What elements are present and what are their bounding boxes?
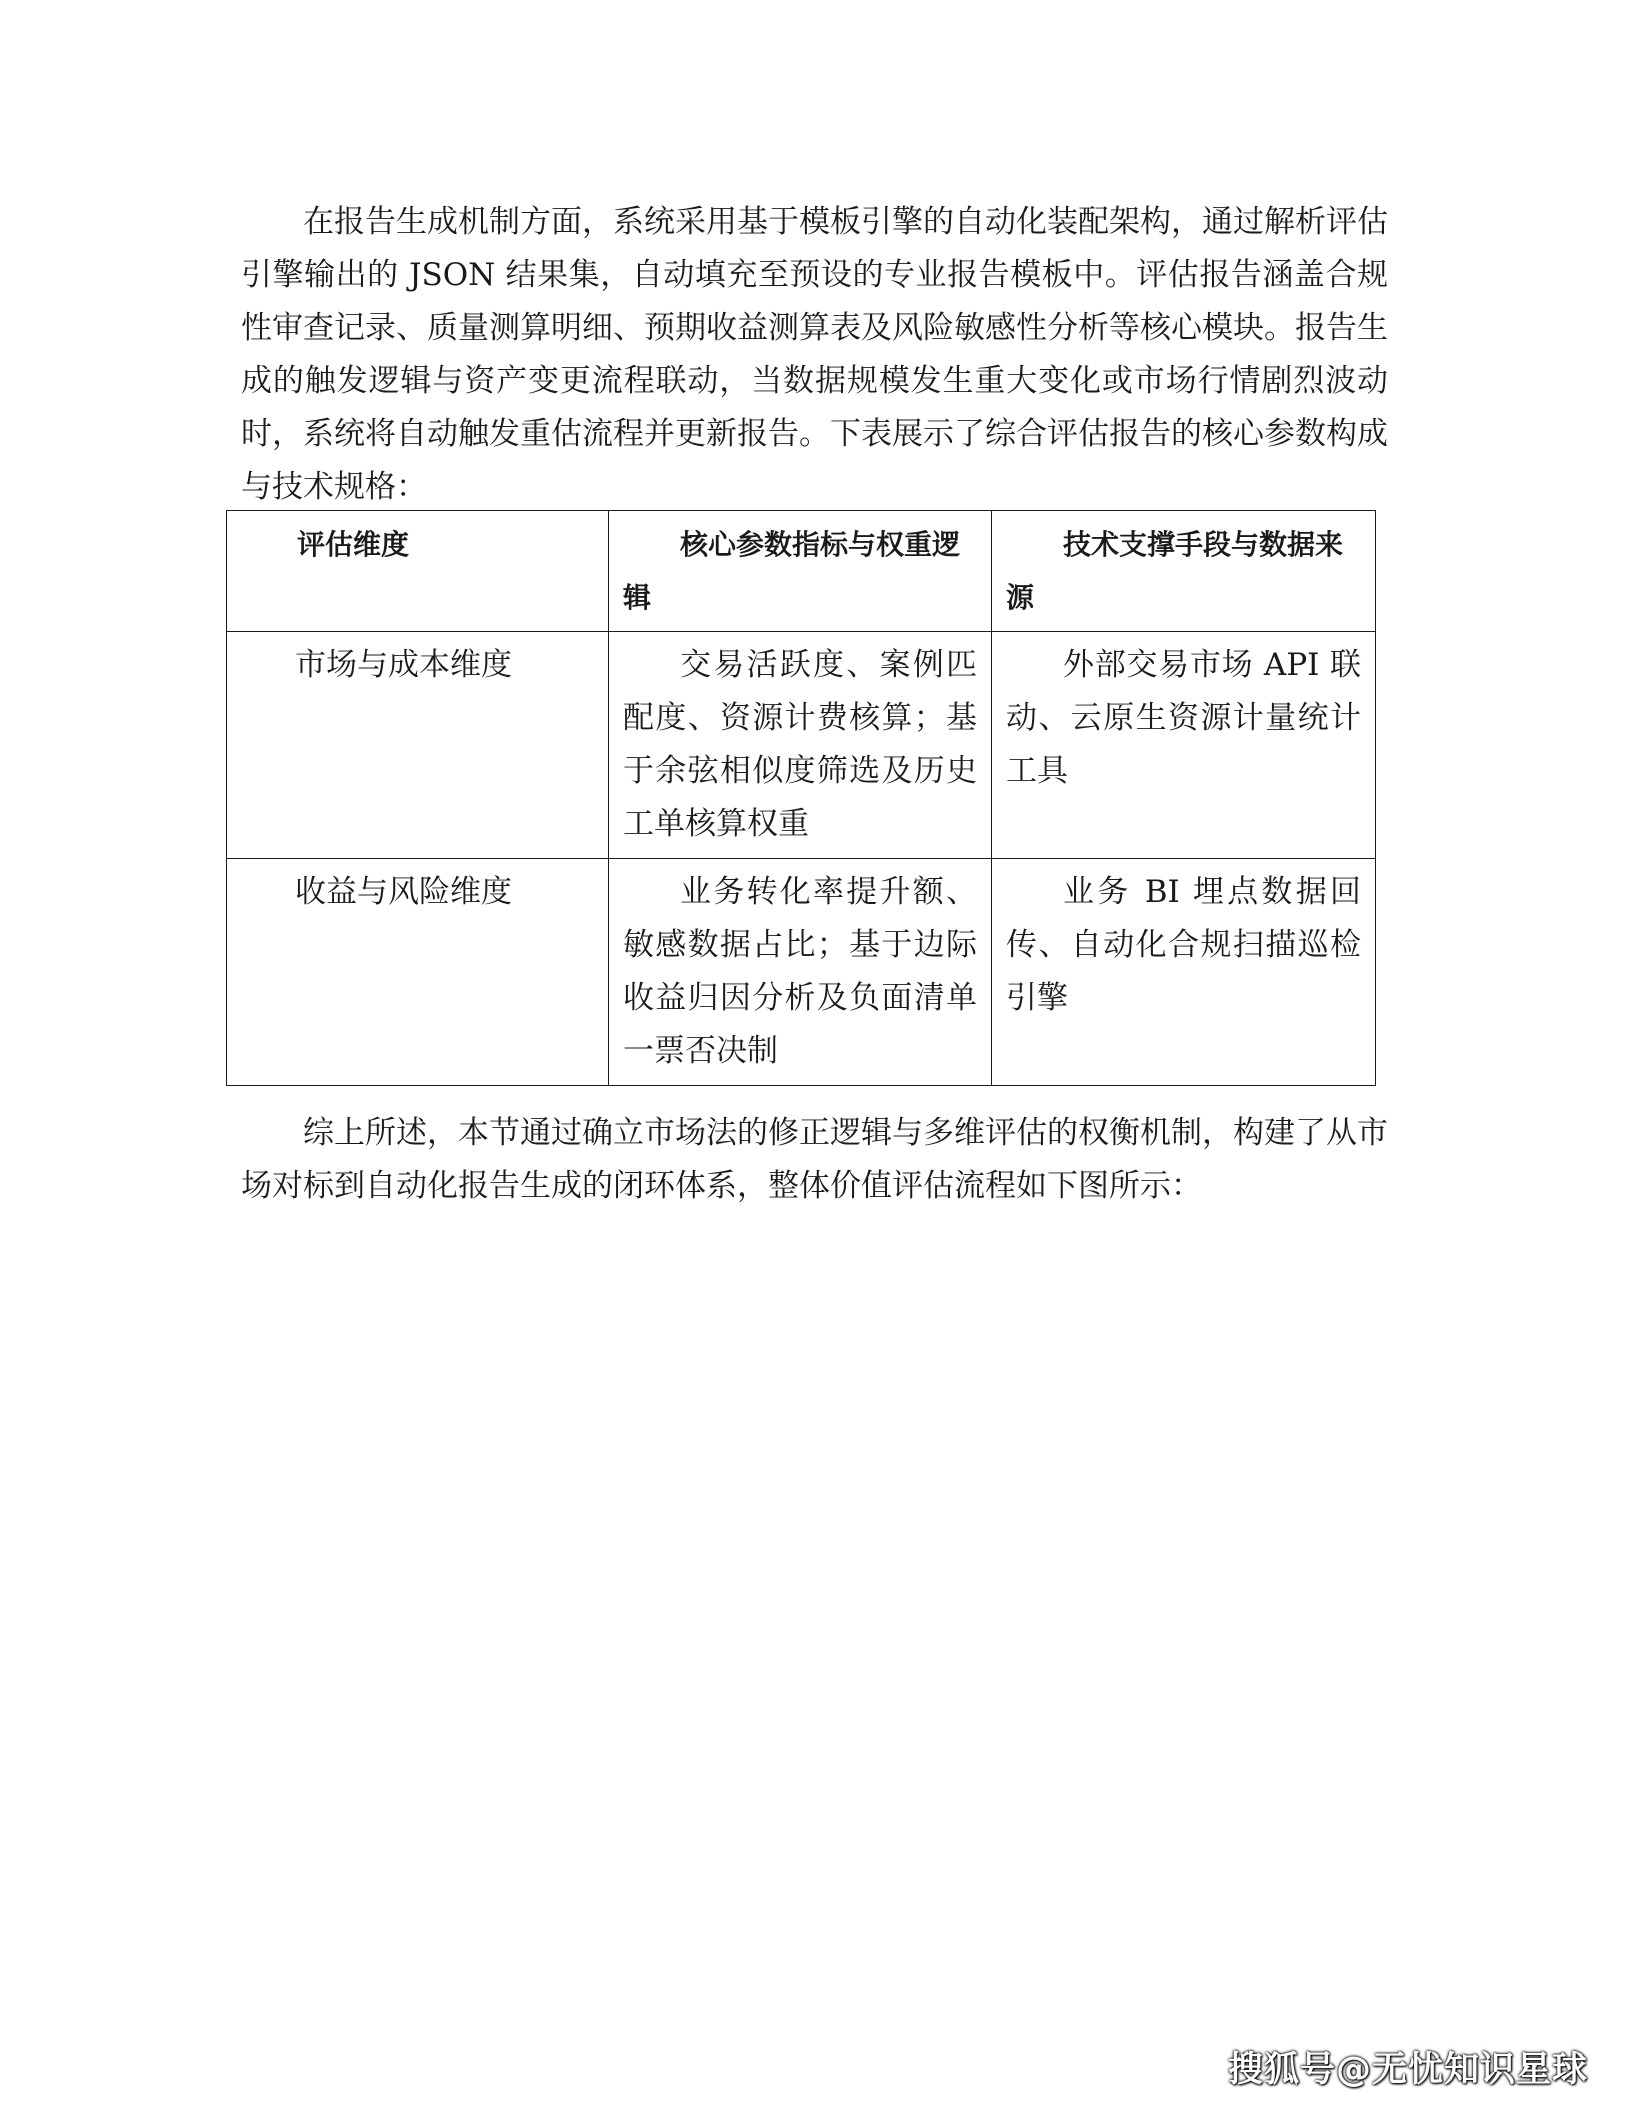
table-header-cell: 核心参数指标与权重逻辑	[609, 511, 992, 632]
table-cell: 市场与成本维度	[227, 632, 609, 859]
table-header-row	[227, 511, 1376, 632]
evaluation-parameter-table	[226, 510, 1376, 1086]
table-cell: 外部交易市场 API 联动、云原生资源计量统计工具	[992, 632, 1376, 859]
paragraph-summary: 综上所述，本节通过确立市场法的修正逻辑与多维评估的权衡机制，构建了从市场对标到自动化报告生成的闭环体系，整体价值评估流程如下图所示：	[241, 1115, 1388, 1204]
table-cell: 业务转化率提升额、敏感数据占比；基于边际收益归因分析及负面清单一票否决制	[609, 859, 992, 1086]
table-header-cell: 评估维度	[227, 511, 609, 632]
table-row	[227, 859, 1376, 1086]
table-header-cell: 技术支撑手段与数据来源	[992, 511, 1376, 632]
paragraph-report-generation: 在报告生成机制方面，系统采用基于模板引擎的自动化装配架构，通过解析评估引擎输出的 JSON 结果集，自动填充至预设的专业报告模板中。评估报告涵盖合规性审查记录、质量测算明细、预期收益测算表及风险敏感性分析等核心模块。报告生成的触发逻辑与资产变更流程联动，当数据规模发生重大变化或市场行情剧烈波动时，系统将自动触发重估流程并更新报告。下表展示了综合评估报告的核心参数构成与技术规格：	[241, 204, 1388, 505]
table-cell: 收益与风险维度	[227, 859, 609, 1086]
table-cell: 业务 BI 埋点数据回传、自动化合规扫描巡检引擎	[992, 859, 1376, 1086]
watermark-text: 搜狐号@无忧知识星球	[1227, 2050, 1588, 2090]
table-cell: 交易活跃度、案例匹配度、资源计费核算；基于余弦相似度筛选及历史工单核算权重	[609, 632, 992, 859]
table-row	[227, 632, 1376, 859]
